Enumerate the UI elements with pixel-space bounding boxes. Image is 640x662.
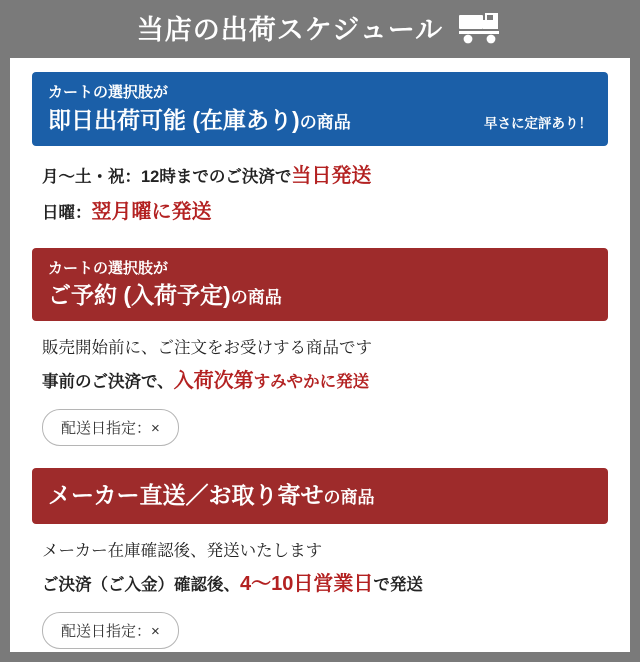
- banner-main-suffix: の商品: [323, 488, 375, 508]
- detail-suffix: すみやかに発送: [253, 373, 370, 392]
- detail-emphasis: 当日発送: [291, 164, 372, 187]
- banner-main-suffix: の商品: [230, 288, 282, 308]
- detail-suffix: で発送: [373, 575, 423, 594]
- section-banner-maker-direct: [32, 468, 608, 523]
- detail-line: [42, 538, 598, 564]
- delivery-date-badge: 配送日指定：×: [42, 612, 179, 649]
- detail-line: [42, 365, 598, 397]
- detail-emphasis: 翌月曜に発送: [91, 200, 212, 223]
- detail-emphasis: 入荷次第: [173, 370, 254, 393]
- detail-prefix: メーカー在庫確認後、発送いたします: [42, 541, 323, 560]
- delivery-date-badge: 配送日指定：×: [42, 409, 179, 446]
- detail-line: [42, 568, 598, 600]
- detail-prefix: ご決済（ご入金）確認後、: [42, 575, 240, 594]
- banner-small-label: カートの選択肢が: [48, 259, 169, 277]
- detail-prefix: 日曜：: [42, 203, 92, 222]
- banner-text-group: [48, 480, 375, 511]
- detail-line: [42, 196, 598, 228]
- section-banner-immediate-shipping: [32, 72, 608, 146]
- detail-prefix: 販売開始前に、ご注文をお受けする商品です: [42, 339, 372, 358]
- page-header: [0, 0, 640, 58]
- divider-spacer: [32, 238, 608, 248]
- section-banner-preorder: [32, 248, 608, 322]
- section-detail-immediate-shipping: [32, 146, 608, 238]
- detail-prefix: 月～土・祝：: [42, 167, 141, 186]
- schedule-body: [10, 58, 630, 655]
- banner-small-label: カートの選択肢が: [48, 84, 169, 101]
- banner-note: 早さに定評あり！: [484, 115, 592, 131]
- banner-main-label: ご予約 (入荷予定)の商品: [48, 282, 282, 309]
- section-detail-preorder: [32, 321, 608, 452]
- detail-line: [42, 335, 598, 361]
- banner-text-group: [48, 82, 351, 136]
- detail-prefix: 事前のご決済で、: [42, 373, 174, 392]
- detail-middle: 12時までのご決済で: [141, 167, 292, 186]
- banner-main-label: 即日出荷可能 (在庫あり)の商品: [48, 106, 351, 133]
- banner-main-suffix: の商品: [299, 112, 351, 132]
- detail-line: [42, 160, 598, 192]
- banner-main-label: メーカー直送／お取り寄せの商品: [48, 482, 375, 509]
- divider-spacer: [32, 452, 608, 468]
- section-detail-maker-direct: [32, 524, 608, 655]
- delivery-cart-icon: [457, 11, 503, 50]
- banner-text-group: [48, 258, 282, 312]
- detail-emphasis: 4～10日営業日: [240, 572, 374, 595]
- page-title: 当店の出荷スケジュール: [136, 14, 444, 45]
